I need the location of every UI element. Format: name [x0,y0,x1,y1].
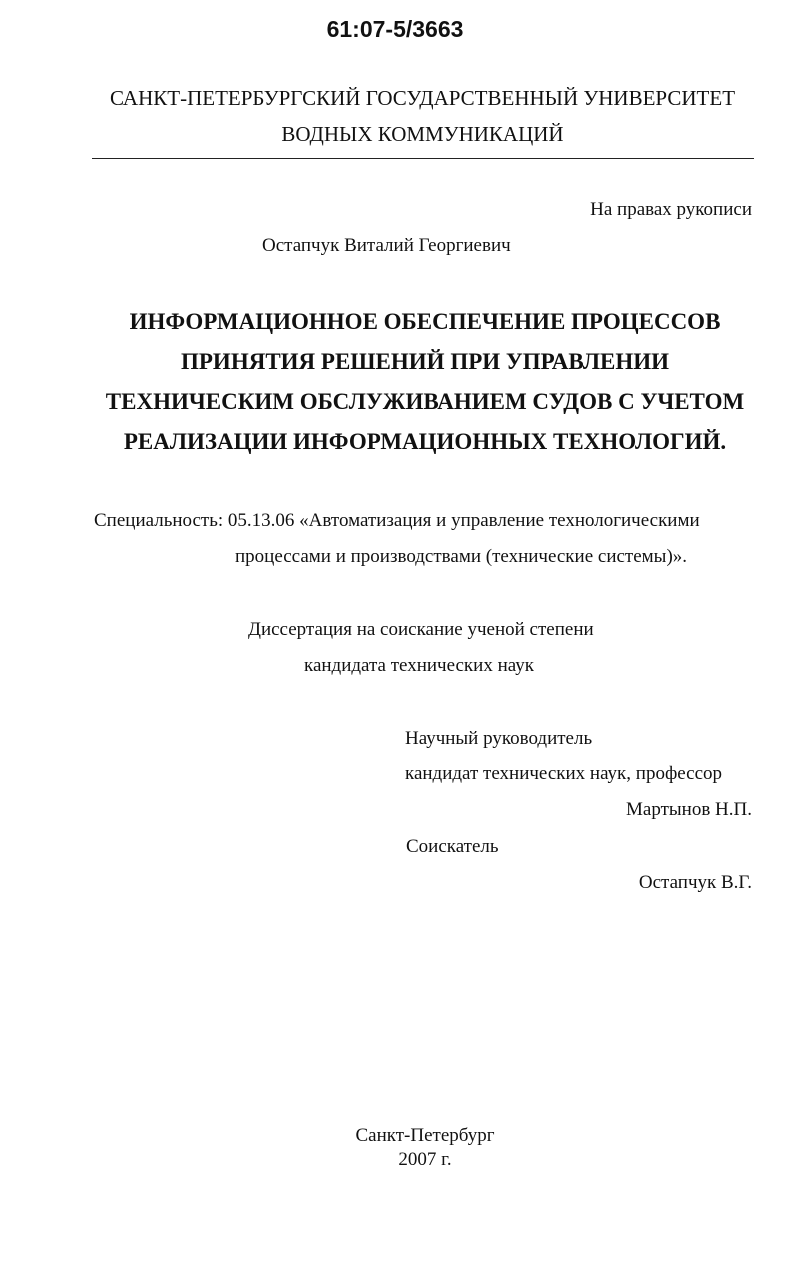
manuscript-note: На правах рукописи [590,199,752,220]
title-line: РЕАЛИЗАЦИИ ИНФОРМАЦИОННЫХ ТЕХНОЛОГИЙ. [123,429,727,454]
specialty-line2: процессами и производствами (технические системы)». [235,546,688,567]
applicant-label: Соискатель [406,836,499,857]
dissertation-degree-line2: кандидата технических наук [304,655,534,676]
catalog-number: 61:07-5/3663 [326,16,464,42]
applicant-name: Остапчук В.Г. [638,872,752,893]
supervisor-degree: кандидат технических наук, профессор [405,763,723,784]
header-divider [92,158,754,159]
university-name-line1: САНКТ-ПЕТЕРБУРГСКИЙ ГОСУДАРСТВЕННЫЙ УНИВЕРСИТЕТ [109,86,736,110]
university-name-line2: ВОДНЫХ КОММУНИКАЦИЙ [281,122,564,146]
specialty-line1: Специальность: 05.13.06 «Автоматизация и управление технологическими [94,510,700,531]
footer-city: Санкт-Петербург [355,1125,495,1146]
dissertation-degree-line1: Диссертация на соискание ученой степени [248,619,594,640]
footer-year: 2007 г. [398,1149,452,1170]
supervisor-name: Мартынов Н.П. [626,799,752,820]
title-line: ТЕХНИЧЕСКИМ ОБСЛУЖИВАНИЕМ СУДОВ С УЧЕТОМ [105,389,745,414]
title-line: ПРИНЯТИЯ РЕШЕНИЙ ПРИ УПРАВЛЕНИИ [180,349,669,374]
supervisor-label: Научный руководитель [405,728,593,749]
title-line: ИНФОРМАЦИОННОЕ ОБЕСПЕЧЕНИЕ ПРОЦЕССОВ [129,309,721,334]
author-name: Остапчук Виталий Георгиевич [262,235,511,256]
